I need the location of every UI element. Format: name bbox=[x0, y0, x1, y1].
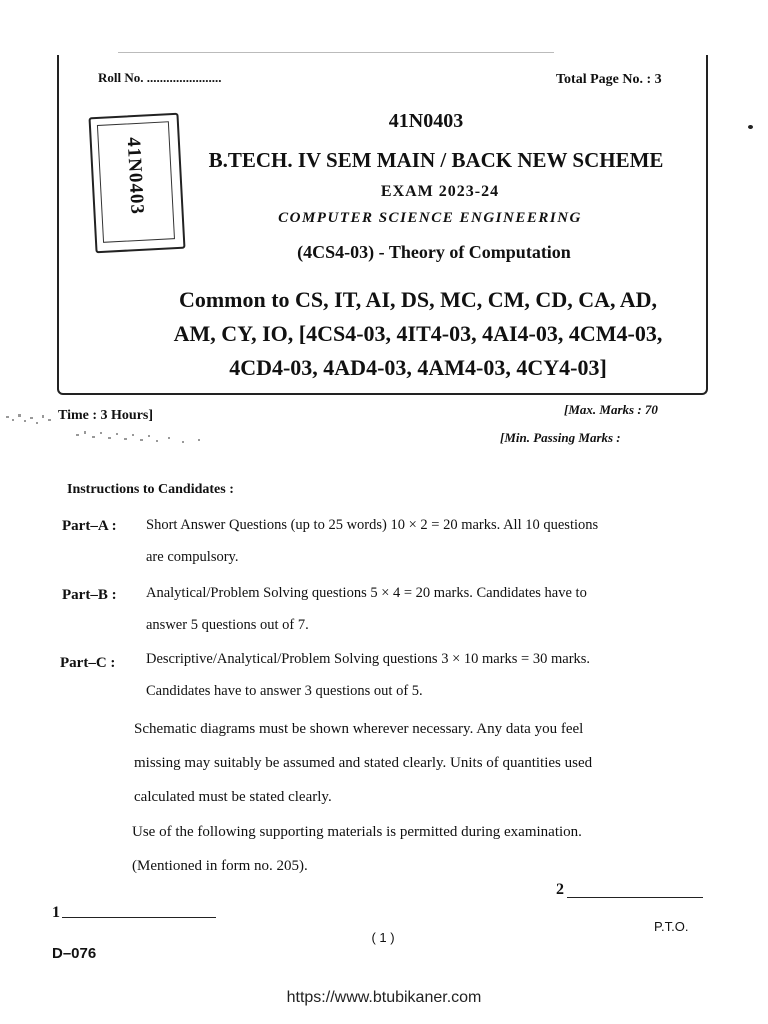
margin-mark bbox=[748, 125, 753, 129]
signature-2-number: 2 bbox=[556, 881, 564, 898]
common-to-block bbox=[120, 283, 716, 385]
part-c-text bbox=[146, 643, 706, 707]
part-c-line: Descriptive/Analytical/Problem Solving questions 3 × 10 marks = 30 marks. bbox=[146, 651, 591, 667]
subject-title: (4CS4-03) - Theory of Computation bbox=[297, 242, 571, 262]
document-code: D–076 bbox=[52, 945, 97, 962]
part-a-line: are compulsory. bbox=[146, 549, 239, 565]
signature-1-number: 1 bbox=[52, 904, 60, 921]
branch-name: COMPUTER SCIENCE ENGINEERING bbox=[278, 210, 582, 226]
roll-number: Roll No. ....................... bbox=[98, 70, 222, 85]
part-b-line: answer 5 questions out of 7. bbox=[146, 617, 309, 633]
instruction-line: missing may suitably be assumed and stated clearly. Units of quantities used bbox=[134, 755, 593, 771]
common-line: 4CD4-03, 4AD4-03, 4AM4-03, 4CY4-03] bbox=[229, 355, 607, 380]
instructions-heading: Instructions to Candidates : bbox=[67, 482, 234, 497]
instruction-line: Schematic diagrams must be shown wherever necessary. Any data you feel bbox=[134, 721, 584, 737]
paper-code-stamp bbox=[89, 113, 186, 254]
total-page-count: Total Page No. : 3 bbox=[556, 72, 662, 87]
common-line: AM, CY, IO, [4CS4-03, 4IT4-03, 4AI4-03, 4CM4-03, bbox=[173, 321, 663, 346]
source-url: https://www.btubikaner.com bbox=[286, 989, 482, 1006]
part-b-label: Part–B : bbox=[62, 587, 117, 603]
exam-title: B.TECH. IV SEM MAIN / BACK NEW SCHEME bbox=[208, 148, 664, 172]
signature-1-line bbox=[62, 917, 216, 918]
common-line: Common to CS, IT, AI, DS, MC, CM, CD, CA, AD, bbox=[178, 287, 658, 312]
part-c-label: Part–C : bbox=[60, 655, 116, 671]
part-a-line: Short Answer Questions (up to 25 words) 10 × 2 = 20 marks. All 10 questions bbox=[146, 517, 599, 533]
part-b-line: Analytical/Problem Solving questions 5 × 4 = 20 marks. Candidates have to bbox=[146, 585, 587, 601]
general-instructions bbox=[134, 712, 714, 814]
page-number: ( 1 ) bbox=[371, 930, 395, 945]
instruction-line: calculated must be stated clearly. bbox=[134, 789, 332, 805]
exam-year: EXAM 2023-24 bbox=[380, 183, 500, 200]
stamp-code: 41N0403 bbox=[122, 136, 148, 216]
top-rule bbox=[118, 52, 554, 53]
signature-2-line bbox=[567, 897, 703, 898]
min-passing-marks: [Min. Passing Marks : bbox=[500, 430, 621, 445]
max-marks: [Max. Marks : 70 bbox=[564, 402, 658, 417]
part-a-text bbox=[146, 509, 706, 573]
paper-code: 41N0403 bbox=[388, 110, 464, 132]
part-c-line: Candidates have to answer 3 questions out of 5. bbox=[146, 683, 423, 699]
instruction-line: Use of the following supporting materials is permitted during examination. bbox=[132, 824, 582, 840]
part-a-label: Part–A : bbox=[62, 518, 117, 534]
instruction-line: (Mentioned in form no. 205). bbox=[132, 858, 308, 874]
please-turn-over: P.T.O. bbox=[654, 919, 689, 934]
exam-duration: Time : 3 Hours] bbox=[58, 408, 154, 423]
supporting-materials-note bbox=[132, 815, 712, 883]
part-b-text bbox=[146, 577, 706, 641]
